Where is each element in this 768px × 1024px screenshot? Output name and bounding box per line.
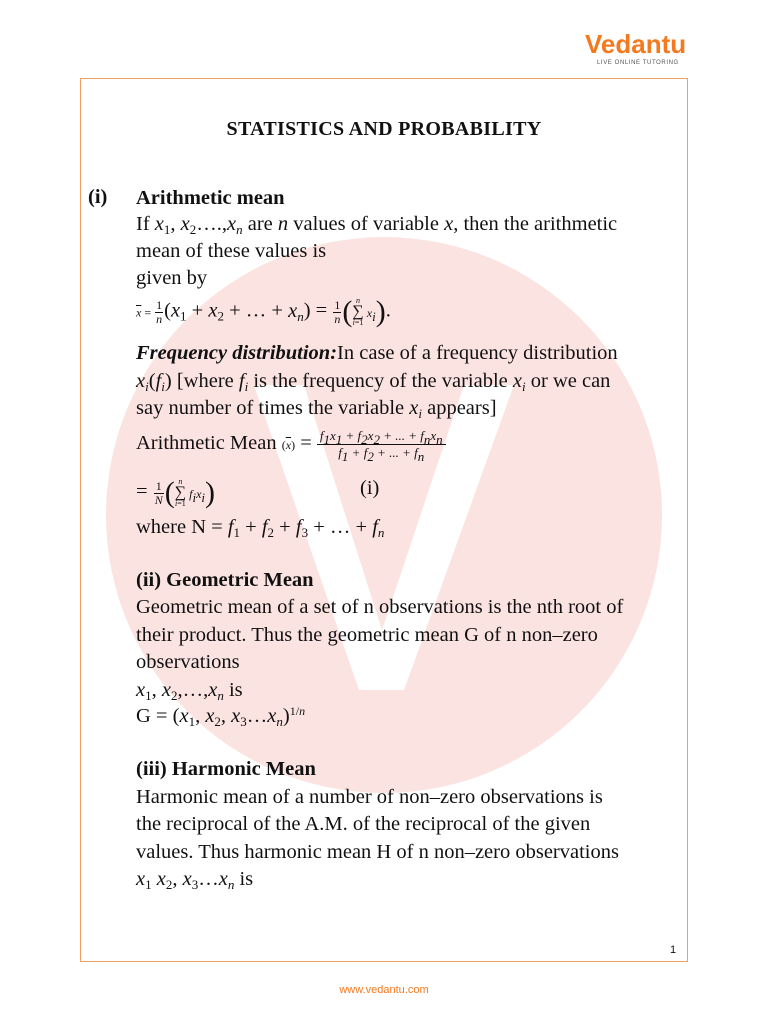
text-line: Frequency distribution:In case of a frequency distribution <box>136 342 618 364</box>
text-line: say number of times the variable $x_i$ appears] <box>136 397 497 421</box>
logo-wordmark: Vedantu <box>585 29 687 59</box>
page-title: STATISTICS AND PROBABILITY <box>226 118 542 140</box>
text-line: the reciprocal of the A.M. of the reciprocal of the given <box>136 813 591 835</box>
text-line: Geometric mean of a set of n observations is the nth root of <box>136 596 624 618</box>
section-number-1: (i) <box>88 186 108 208</box>
text-line: mean of these values is <box>136 240 327 262</box>
formula-weighted-mean: Arithmetic Mean $(\overline{x})$ = $f_1x_1 + f_2x_2$ + ... + $f_nx_n$ $f_1 + f_2$ + ... + $f_n$ <box>136 428 446 461</box>
page-number: 1 <box>670 944 677 956</box>
formula-arithmetic-mean: $\overline{x}$ = $\frac{1}{n}$ ($x_1 + x_2$ + … + $x_n$) = $\frac{1}{n}$ ( n ∑ i=1 $x_i$). <box>136 295 391 328</box>
text-line: If $x_1$, $x_2\dots.,x_n$ are n values of variable x, then the arithmetic <box>136 213 618 237</box>
text-line: $x_1$, $x_2,\dots,x_n$ is <box>136 679 243 703</box>
equation-label: (i) <box>360 477 380 499</box>
formula-weighted-mean-sum: = $\frac{1}{N}$ ( n ∑ i=1 $f_ix_i$) <box>136 476 216 509</box>
logo-tagline: LIVE ONLINE TUTORING <box>597 60 679 66</box>
text-line: values. Thus harmonic mean H of n non–zero observations <box>136 841 619 863</box>
heading-harmonic-mean: (iii) Harmonic Mean <box>136 758 316 780</box>
text-line: their product. Thus the geometric mean G of n non–zero <box>136 624 598 646</box>
footer-link[interactable]: www.vedantu.com <box>339 984 429 996</box>
text-line: Harmonic mean of a number of non–zero observations is <box>136 786 603 808</box>
text-line: $x_1$ $x_2$, $x_3\dots x_n$ is <box>136 868 254 892</box>
text-line: given by <box>136 267 208 289</box>
text-line: where $N = f_1 + f_2 + f_3$ + … + $f_n$ <box>136 516 385 540</box>
heading-arithmetic-mean: Arithmetic mean <box>136 187 285 209</box>
heading-geometric-mean: (ii) Geometric Mean <box>136 569 314 591</box>
formula-geometric-mean: $G = (x_1$, $x_2$, $x_3\dots x_n)^{1/n}$ <box>136 704 306 729</box>
text-line: observations <box>136 651 240 673</box>
text-line: $x_i(f_i)$ [where $f_i$ is the frequency of the variable $x_i$ or we can <box>136 370 611 394</box>
